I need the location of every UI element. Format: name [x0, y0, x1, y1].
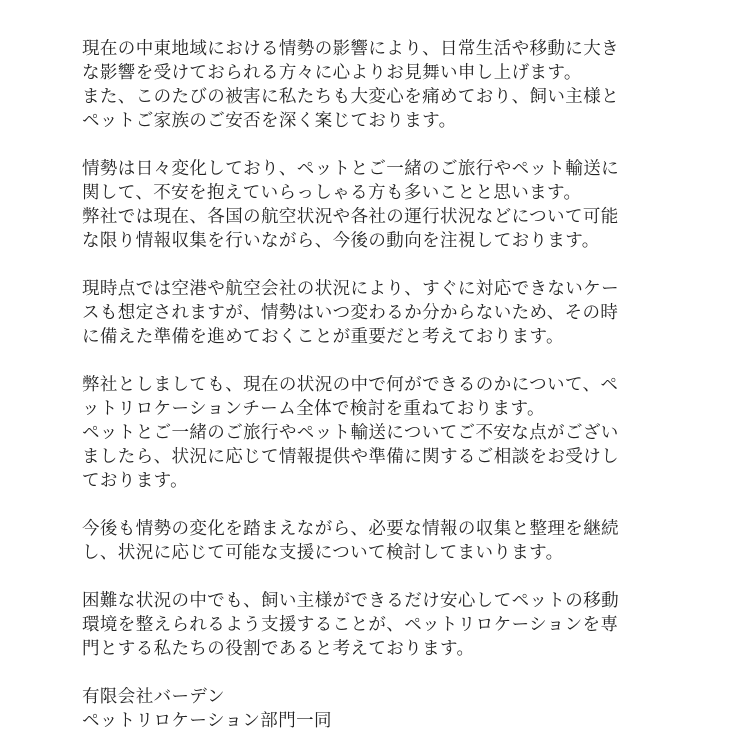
- paragraph-line: 情勢は日々変化しており、ペットとご一緒のご旅行やペット輸送に: [82, 159, 619, 179]
- letter-paragraph: [82, 589, 682, 661]
- letter-body: [82, 37, 682, 685]
- paragraph-line: ております。: [82, 471, 188, 491]
- paragraph-line: また、このたびの被害に私たちも大変心を痛めており、飼い主様と: [82, 87, 619, 107]
- letter-paragraph: [82, 277, 682, 349]
- paragraph-line: 関して、不安を抱えていらっしゃる方も多いことと思います。: [82, 183, 582, 203]
- paragraph-line: 弊社では現在、各国の航空状況や各社の運行状況などについて可能: [82, 207, 619, 227]
- paragraph-line: 弊社としましても、現在の状況の中で何ができるのかについて、ペ: [82, 375, 619, 395]
- paragraph-line: ましたら、状況に応じて情報提供や準備に関するご相談をお受けし: [82, 447, 619, 467]
- company-name: 有限会社バーデン: [82, 687, 225, 707]
- signature-block: [82, 685, 682, 733]
- paragraph-line: し、状況に応じて可能な支援について検討してまいります。: [82, 543, 564, 563]
- letter-paragraph: [82, 157, 682, 253]
- paragraph-line: な影響を受けておられる方々に心よりお見舞い申し上げます。: [82, 63, 582, 83]
- letter-paragraph: [82, 37, 682, 133]
- paragraph-line: 門とする私たちの役割であると考えております。: [82, 639, 475, 659]
- paragraph-line: 現在の中東地域における情勢の影響により、日常生活や移動に大き: [82, 39, 619, 59]
- paragraph-line: 困難な状況の中でも、飼い主様ができるだけ安心してペットの移動: [82, 591, 619, 611]
- paragraph-line: ペットご家族のご安否を深く案じております。: [82, 111, 457, 131]
- paragraph-line: に備えた準備を進めておくことが重要だと考えております。: [82, 327, 564, 347]
- paragraph-line: 今後も情勢の変化を踏まえながら、必要な情報の収集と整理を継続: [82, 519, 619, 539]
- paragraph-line: 環境を整えられるよう支援することが、ペットリロケーションを専: [82, 615, 619, 635]
- department-name: ペットリロケーション部門一同: [82, 711, 332, 731]
- letter-paragraph: [82, 373, 682, 493]
- paragraph-line: な限り情報収集を行いながら、今後の動向を注視しております。: [82, 231, 600, 251]
- paragraph-line: スも想定されますが、情勢はいつ変わるか分からないため、その時: [82, 303, 619, 323]
- paragraph-line: ットリロケーションチーム全体で検討を重ねております。: [82, 399, 545, 419]
- paragraph-line: 現時点では空港や航空会社の状況により、すぐに対応できないケー: [82, 279, 619, 299]
- letter-paragraph: [82, 517, 682, 565]
- paragraph-line: ペットとご一緒のご旅行やペット輸送についてご不安な点がござい: [82, 423, 619, 443]
